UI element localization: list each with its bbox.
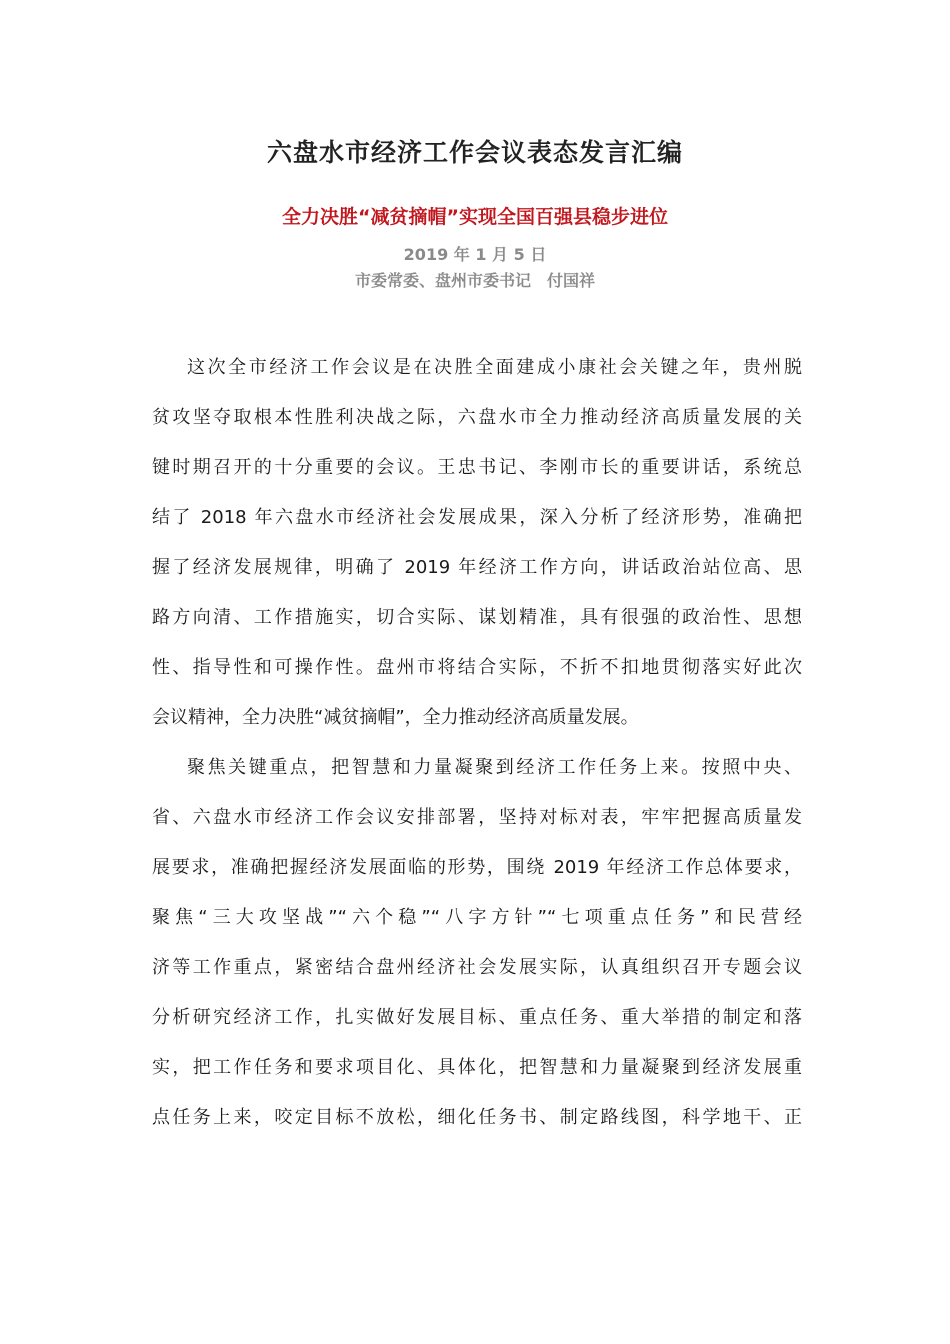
text-line: 这次全市经济工作会议是在决胜全面建成小康社会关键之年，贵州脱 xyxy=(187,357,802,378)
text-line: 省、六盘水市经济工作会议安排部署，坚持对标对表，牢牢把握高质量发 xyxy=(152,807,802,828)
text-line: 聚焦关键重点，把智慧和力量凝聚到经济工作任务上来。按照中央、 xyxy=(187,757,802,778)
text-line: 会议精神，全力决胜“减贫摘帽”，全力推动经济高质量发展。 xyxy=(152,707,639,728)
text-line: 路方向清、工作措施实，切合实际、谋划精准，具有很强的政治性、思想 xyxy=(152,607,802,628)
text-line: 点任务上来，咬定目标不放松，细化任务书、制定路线图，科学地干、正 xyxy=(152,1107,802,1128)
text-line: 结了 2018 年六盘水市经济社会发展成果，深入分析了经济形势，准确把 xyxy=(152,507,802,528)
document-date: 2019 年 1 月 5 日 xyxy=(403,245,547,264)
text-line: 握了经济发展规律，明确了 2019 年经济工作方向，讲话政治站位高、思 xyxy=(152,557,802,578)
document-title: 六盘水市经济工作会议表态发言汇编 xyxy=(266,138,683,167)
paragraph-1 xyxy=(152,343,802,743)
text-line: 实，把工作任务和要求项目化、具体化，把智慧和力量凝聚到经济发展重 xyxy=(152,1057,802,1078)
text-line: 键时期召开的十分重要的会议。王忠书记、李刚市长的重要讲话，系统总 xyxy=(152,457,802,478)
document-author: 市委常委、盘州市委书记 付国祥 xyxy=(354,271,595,290)
document-body xyxy=(152,343,802,1143)
text-line: 性、指导性和可操作性。盘州市将结合实际，不折不扣地贯彻落实好此次 xyxy=(152,657,802,678)
text-line: 聚焦“三大攻坚战”“六个稳”“八字方针”“七项重点任务”和民营经 xyxy=(152,907,802,928)
text-line: 分析研究经济工作，扎实做好发展目标、重点任务、重大举措的制定和落 xyxy=(152,1007,802,1028)
paragraph-2 xyxy=(152,743,802,1143)
text-line: 济等工作重点，紧密结合盘州经济社会发展实际，认真组织召开专题会议 xyxy=(152,957,802,978)
document-subtitle: 全力决胜“减贫摘帽”实现全国百强县稳步进位 xyxy=(282,206,668,228)
text-line: 贫攻坚夺取根本性胜利决战之际，六盘水市全力推动经济高质量发展的关 xyxy=(152,407,802,428)
text-line: 展要求，准确把握经济发展面临的形势，围绕 2019 年经济工作总体要求， xyxy=(152,857,802,878)
